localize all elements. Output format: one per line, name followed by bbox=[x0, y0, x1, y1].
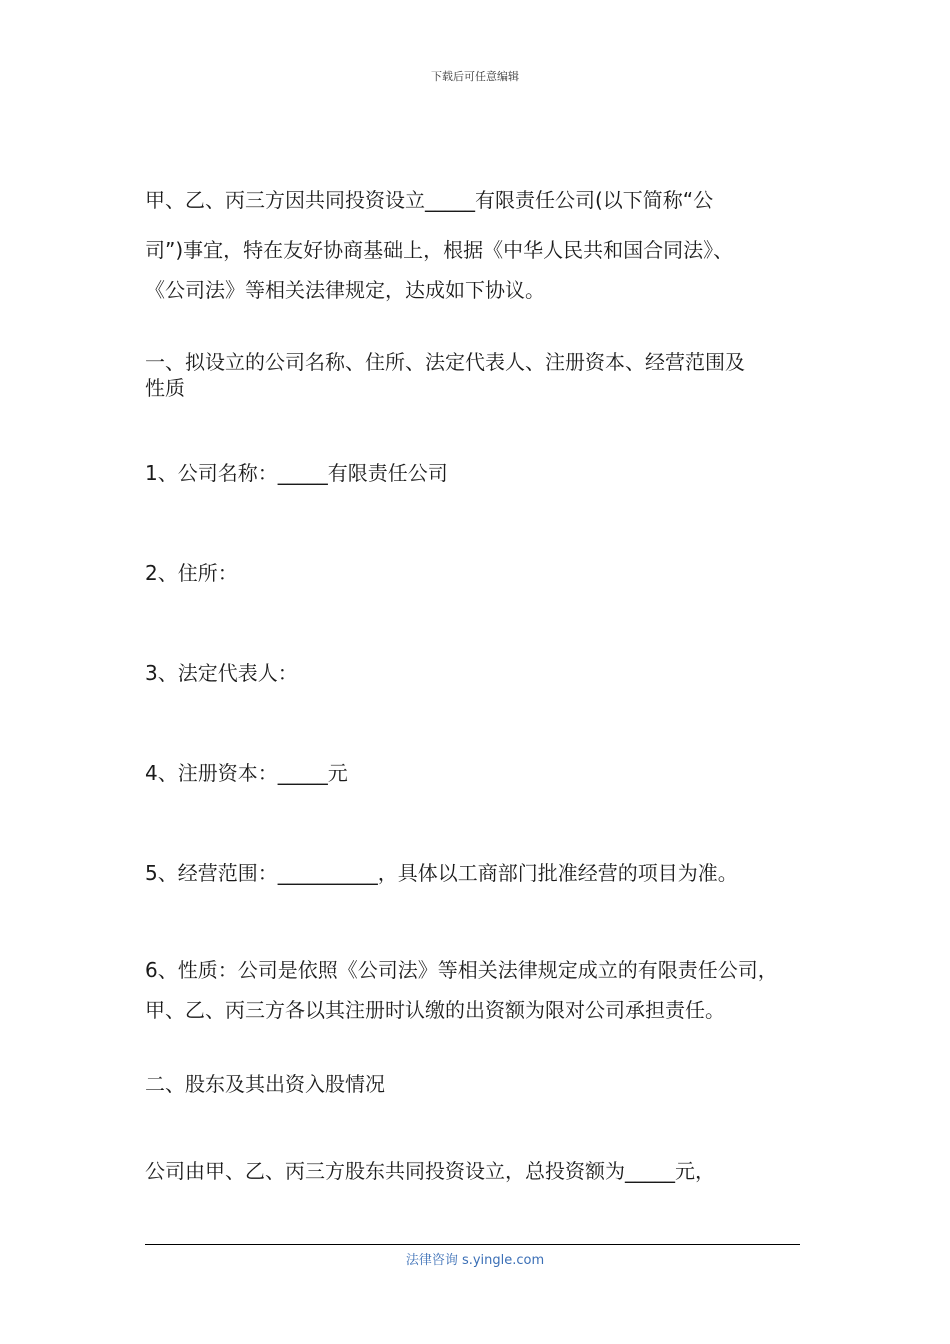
header-note: 下载后可任意编辑 bbox=[431, 70, 519, 83]
item-registered-capital: 4、注册资本：_____元 bbox=[145, 761, 348, 785]
item-nature-line-1: 6、性质：公司是依照《公司法》等相关法律规定成立的有限责任公司， bbox=[145, 958, 778, 982]
intro-line-2: 司”)事宜，特在友好协商基础上，根据《中华人民共和国合同法》、 bbox=[145, 238, 734, 262]
section-2-text: 公司由甲、乙、丙三方股东共同投资设立，总投资额为_____元， bbox=[145, 1159, 715, 1183]
footer-divider bbox=[145, 1244, 800, 1245]
item-address: 2、住所： bbox=[145, 561, 238, 585]
item-nature-line-2: 甲、乙、丙三方各以其注册时认缴的出资额为限对公司承担责任。 bbox=[145, 998, 725, 1022]
intro-line-3: 《公司法》等相关法律规定，达成如下协议。 bbox=[145, 278, 545, 302]
item-legal-representative: 3、法定代表人： bbox=[145, 661, 298, 685]
footer-link[interactable]: 法律咨询 s.yingle.com bbox=[405, 1253, 545, 1268]
section-2-title: 二、股东及其出资入股情况 bbox=[145, 1072, 385, 1096]
section-1-title-line-1: 一、拟设立的公司名称、住所、法定代表人、注册资本、经营范围及 bbox=[145, 350, 745, 374]
section-1-title-line-2: 性质 bbox=[145, 376, 185, 400]
intro-line-1: 甲、乙、丙三方因共同投资设立_____有限责任公司(以下简称“公 bbox=[145, 188, 714, 212]
item-business-scope: 5、经营范围：__________，具体以工商部门批准经营的项目为准。 bbox=[145, 861, 738, 885]
item-company-name: 1、公司名称：_____有限责任公司 bbox=[145, 461, 448, 485]
